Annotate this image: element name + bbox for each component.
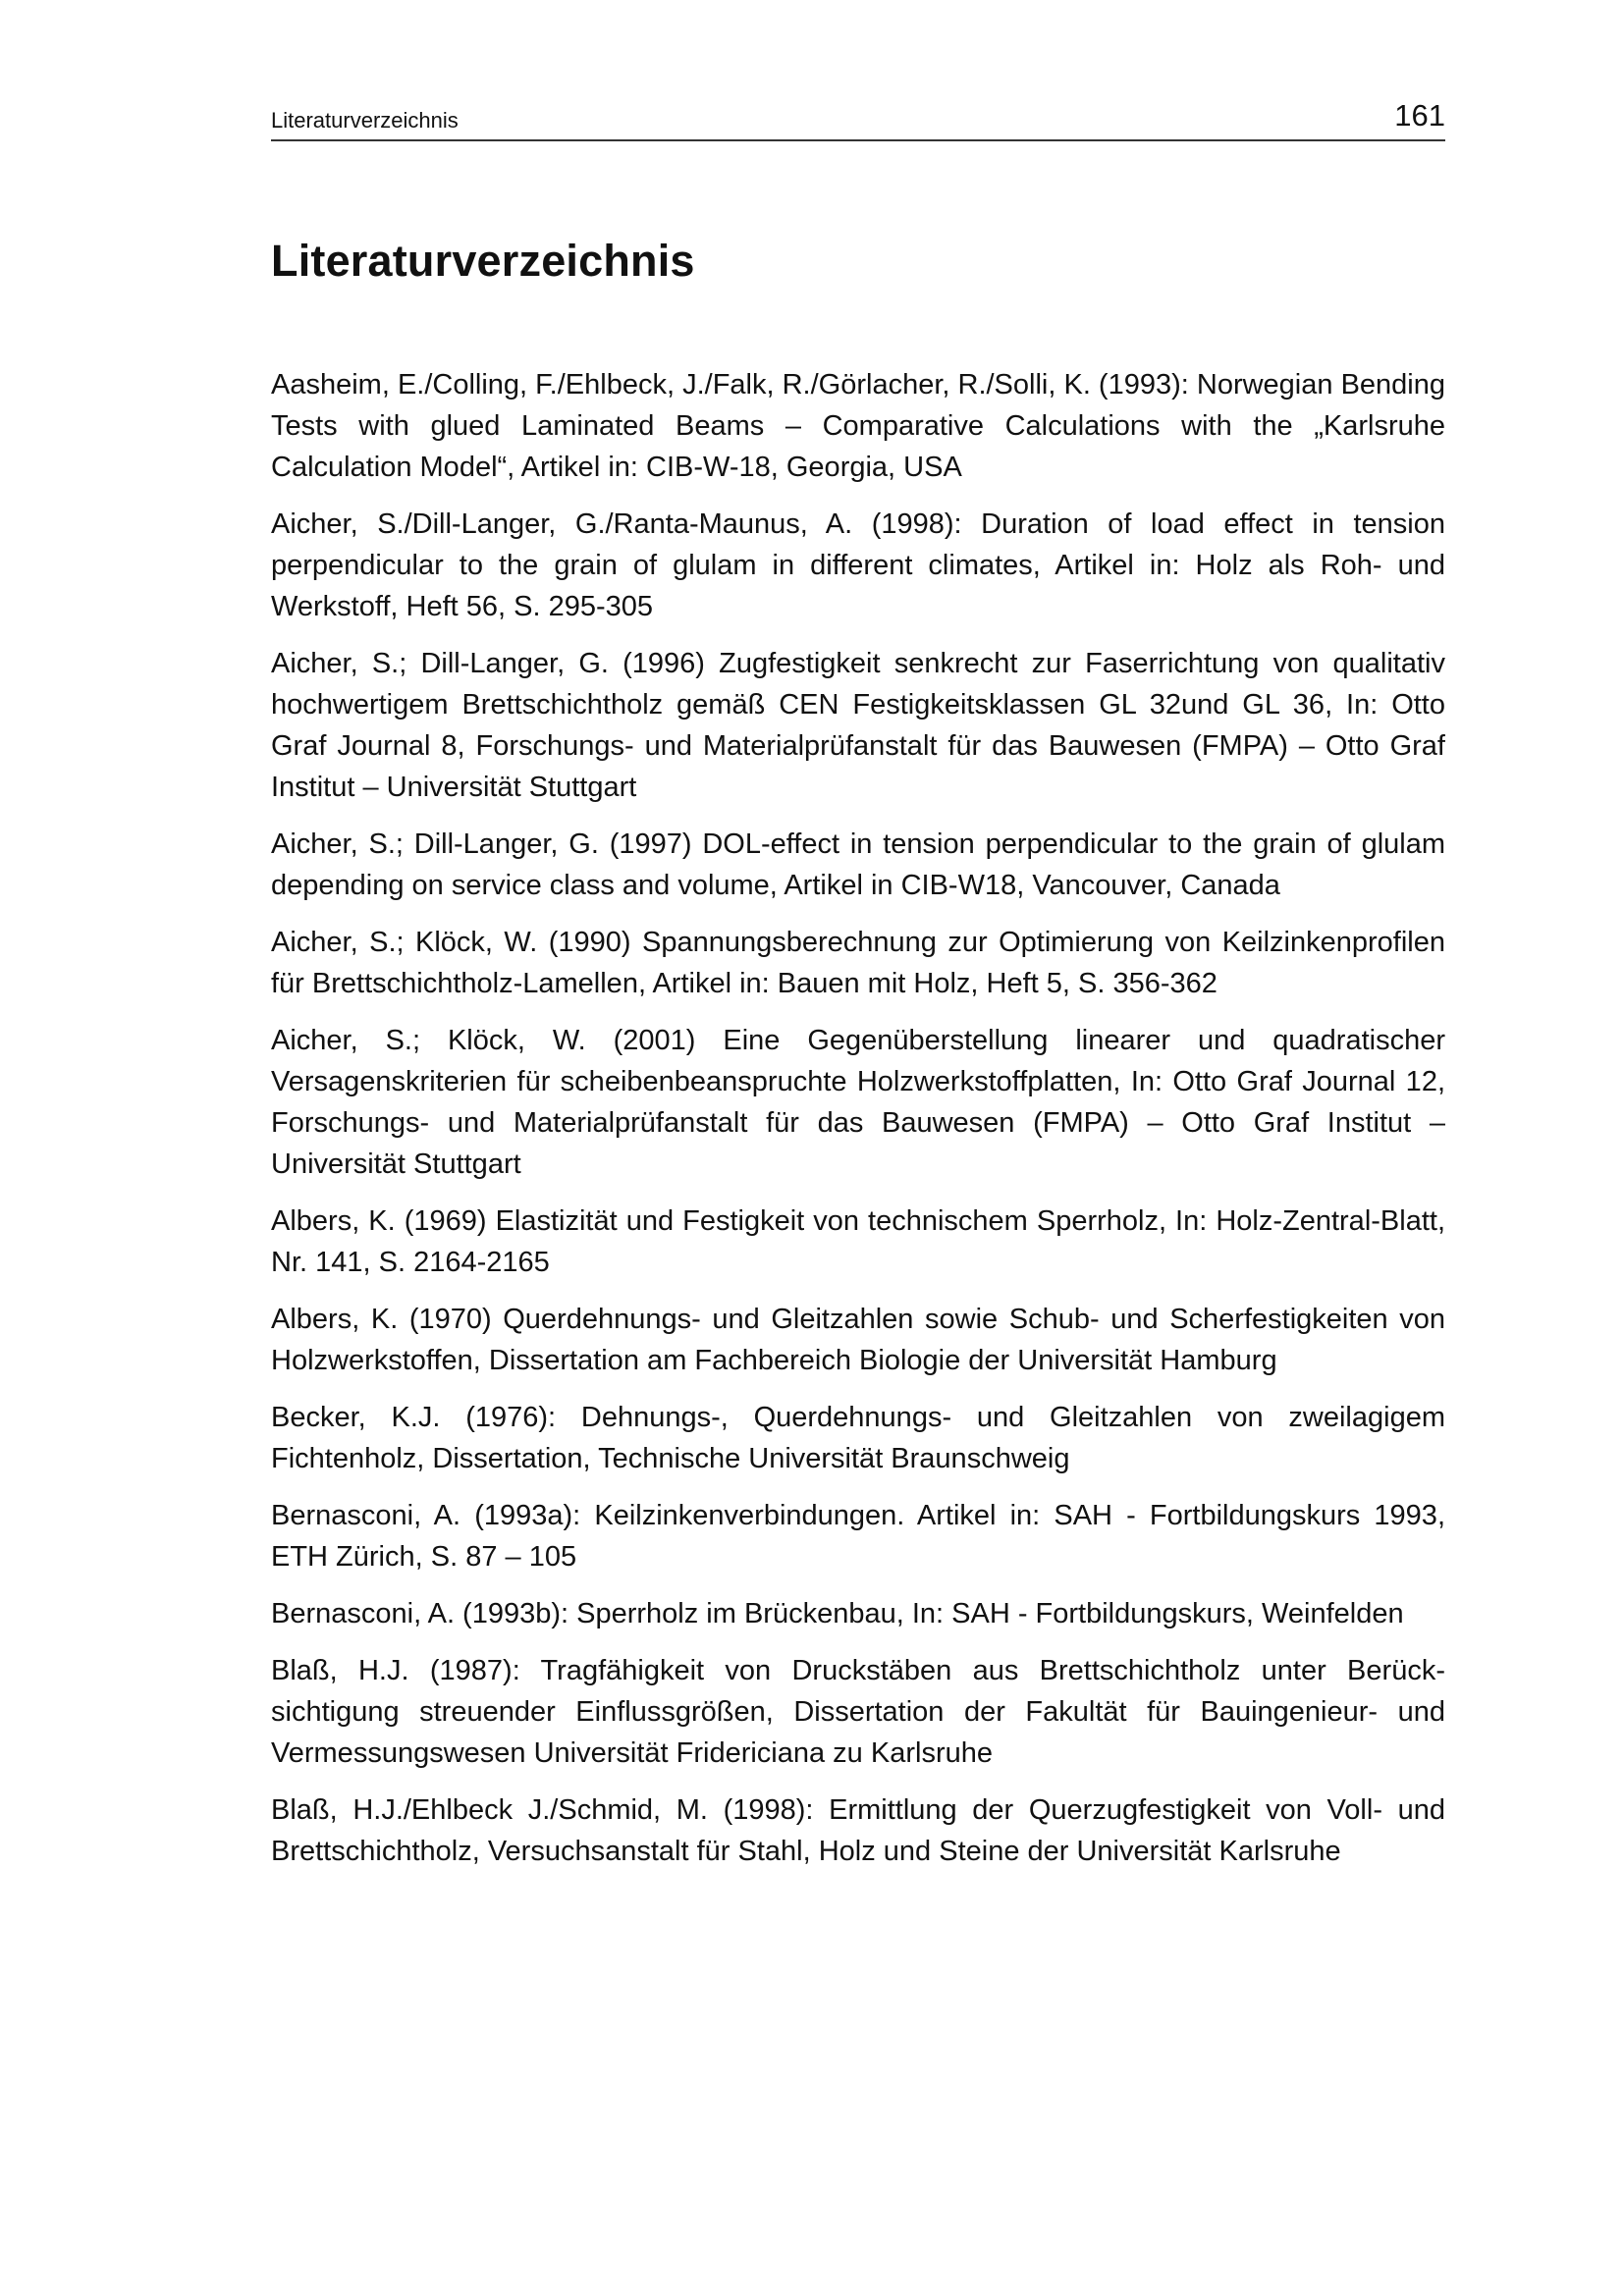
bibliography-entry-aicher-1996: Aicher, S.; Dill-Langer, G. (1996) Zugfestigkeit senkrecht zur Faserrichtung von qualitativ hochwertigem Brettschichtholz gemäß CEN Festigkeitsklassen GL 32und GL 36, In: Otto Graf Journal 8, Forschungs- und Materialprüfanstalt für das Bauwesen (FMPA) – Otto Graf Institut – Universität Stuttgart — [271, 648, 1445, 803]
bibliography-entry-aicher-1990: Aicher, S.; Klöck, W. (1990) Spannungsberechnung zur Optimierung von Keilzinkenprofilen für Brettschichtholz-Lamellen, Artikel in: Bauen mit Holz, Heft 5, S. 356-362 — [271, 927, 1445, 999]
bibliography-entry-aicher-1997: Aicher, S.; Dill-Langer, G. (1997) DOL-effect in tension perpendicular to the grain of glulam depending on service class and volume, Artikel in CIB-W18, Vancouver, Canada — [271, 828, 1445, 901]
bibliography-entry-becker-1976: Becker, K.J. (1976): Dehnungs-, Querdehnungs- und Gleitzahlen von zweilagigem Fichtenholz, Dissertation, Technische Universität Braunschweig — [271, 1402, 1445, 1474]
bibliography-entry-albers-1970: Albers, K. (1970) Querdehnungs- und Gleitzahlen sowie Schub- und Scherfestigkeiten von Holzwerkstoffen, Dissertation am Fachbereich Biologie der Universität Hamburg — [271, 1304, 1445, 1376]
bibliography-entry-bernasconi-1993b: Bernasconi, A. (1993b): Sperrholz im Brückenbau, In: SAH - Fortbildungskurs, Weinfelden — [271, 1598, 1404, 1629]
bibliography-entry-blass-1998: Blaß, H.J./Ehlbeck J./Schmid, M. (1998): Ermittlung der Querzugfestigkeit von Voll- und Brettschichtholz, Versuchsanstalt für Stahl, Holz und Steine der Universität Karlsruhe — [271, 1794, 1445, 1867]
bibliography-entry-bernasconi-1993a: Bernasconi, A. (1993a): Keilzinkenverbindungen. Artikel in: SAH - Fortbildungskurs 1993, ETH Zürich, S. 87 – 105 — [271, 1500, 1445, 1573]
bibliography-entry-blass-1987: Blaß, H.J. (1987): Tragfähigkeit von Druckstäben aus Brettschichtholz unter Berücksichtigung streuender Einflussgrößen, Dissertation der Fakultät für Bauingenieur- und Vermessungswesen Universität Fridericiana zu Karlsruhe — [271, 1655, 1445, 1769]
bibliography-entry-aicher-2001: Aicher, S.; Klöck, W. (2001) Eine Gegenüberstellung linearer und quadratischer Versagenskriterien für scheibenbeanspruchte Holzwerkstoffplatten, In: Otto Graf Journal 12, Forschungs- und Materialprüfanstalt für das Bauwesen (FMPA) – Otto Graf Institut – Universität Stuttgart — [271, 1025, 1445, 1180]
bibliography-entry-albers-1969: Albers, K. (1969) Elastizität und Festigkeit von technischem Sperrholz, In: Holz-Zentral-Blatt, Nr. 141, S. 2164-2165 — [271, 1205, 1445, 1278]
running-header — [271, 96, 1445, 141]
bibliography-list — [271, 364, 1445, 1888]
bibliography-entry-aicher-1998: Aicher, S./Dill-Langer, G./Ranta-Maunus, A. (1998): Duration of load effect in tension perpendicular to the grain of glulam in different climates, Artikel in: Holz als Roh- und Werkstoff, Heft 56, S. 295-305 — [271, 508, 1445, 622]
running-title: Literaturverzeichnis — [271, 108, 459, 133]
bibliography-entry-aasheim-1993: Aasheim, E./Colling, F./Ehlbeck, J./Falk, R./Görlacher, R./Solli, K. (1993): Norwegian Bending Tests with glued Laminated Beams – Comparative Calculations with the „Karlsruhe Calculation Model“, Artikel in: CIB-W-18, Georgia, USA — [271, 369, 1445, 483]
page-title: Literaturverzeichnis — [271, 236, 695, 286]
page-number: 161 — [1394, 98, 1445, 133]
